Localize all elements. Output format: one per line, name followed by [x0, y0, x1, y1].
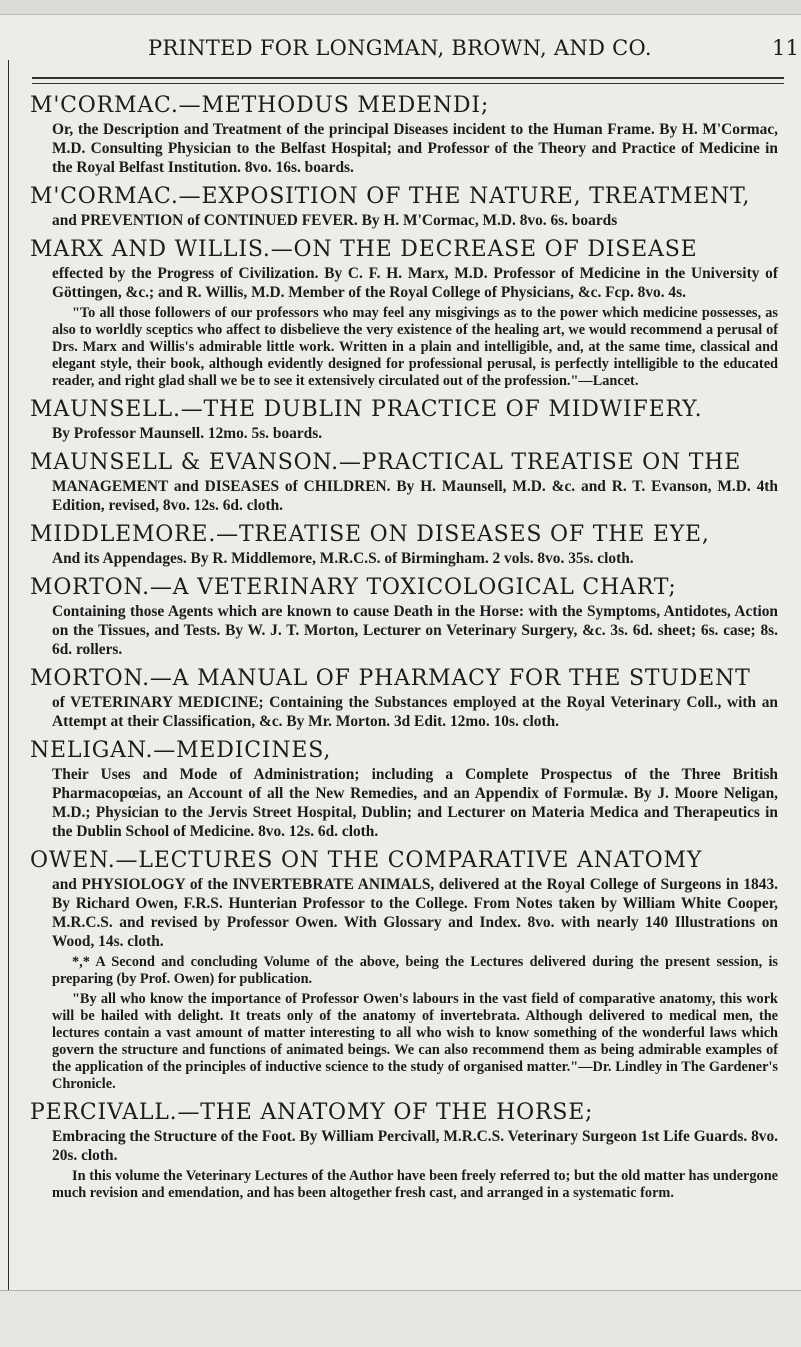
- entry-review: "To all those followers of our professors who may feel any misgivings as to the power which medicine possesses, as also to worldly sceptics who affect to disbelieve the very existence of the healing art, we would recommend a perusal of Drs. Marx and Willis's admirable little work. Written in a plain and intelligible, and, at the same time, classical and elegant style, their book, although evidently designed for professional perusal, is perfectly intelligible to the educated reader, and right glad shall we be to see it extensively circulated out of the profession."—Lancet.: [52, 305, 778, 389]
- entry-heading: OWEN.—LECTURES ON THE COMPARATIVE ANATOMY: [30, 848, 703, 873]
- entry-body: and PHYSIOLOGY of the INVERTEBRATE ANIMALS, delivered at the Royal College of Surgeons in 1843. By Richard Owen, F.R.S. Hunterian Professor to the College. From Notes taken by William White Cooper, M.R.C.S. and revised by Professor Owen. With Glossary and Index. 8vo. with nearly 140 Illustrations on Wood, 14s. cloth.: [52, 876, 778, 950]
- entry-review: "By all who know the importance of Professor Owen's labours in the vast field of comparative anatomy, this work will be hailed with delight. It treats only of the anatomy of invertebrata. Although delivered to medical men, the lectures contain a vast amount of matter interesting to all who wish to know something of the wonderful laws which govern the structure and functions of animated beings. We can also recommend them as being admirable examples of the application of the principles of inductive science to the study of organised matter."—Dr. Lindley in The Gardener's Chronicle.: [52, 991, 778, 1092]
- entry-body: And its Appendages. By R. Middlemore, M.R.C.S. of Birmingham. 2 vols. 8vo. 35s. cloth.: [52, 550, 634, 567]
- entry-maunsell-evanson: [30, 449, 778, 515]
- entry-heading: MORTON.—A VETERINARY TOXICOLOGICAL CHART;: [30, 575, 677, 600]
- entry-percivall: [30, 1099, 778, 1202]
- page-bottom-edge: [0, 1290, 801, 1347]
- entry-review: In this volume the Veterinary Lectures of the Author have been freely referred to; but the old matter has undergone much revision and emendation, and has been altogether fresh cast, and arranged in a systematic form.: [52, 1168, 778, 1201]
- entry-heading: MAUNSELL.—THE DUBLIN PRACTICE OF MIDWIFERY.: [30, 397, 703, 422]
- entry-body: Containing those Agents which are known to cause Death in the Horse: with the Symptoms, Antidotes, Action on the Tissues, and Tests. By W. J. T. Morton, Lecturer on Veterinary Surgery, &c. 3s. 6d. sheet; 6s. case; 8s. 6d. rollers.: [52, 603, 778, 658]
- entry-body: effected by the Progress of Civilization. By C. F. H. Marx, M.D. Professor of Medicine in the University of Göttingen, &c.; and R. Willis, M.D. Member of the Royal College of Physicians, &c. Fcp. 8vo. 4s.: [52, 265, 778, 301]
- entry-body: MANAGEMENT and DISEASES of CHILDREN. By H. Maunsell, M.D. &c. and R. T. Evanson, M.D. 4th Edition, revised, 8vo. 12s. 6d. cloth.: [52, 478, 778, 514]
- entry-heading: M'CORMAC.—EXPOSITION OF THE NATURE, TREATMENT,: [30, 184, 751, 209]
- catalogue-entries: [30, 92, 778, 1208]
- entry-maunsell-midwifery: [30, 396, 778, 443]
- entry-heading: PERCIVALL.—THE ANATOMY OF THE HORSE;: [30, 1100, 594, 1125]
- left-margin-line: [8, 60, 9, 1290]
- running-header: [148, 36, 800, 60]
- entry-heading: M'CORMAC.—METHODUS MEDENDI;: [30, 93, 490, 118]
- entry-body: Or, the Description and Treatment of the principal Diseases incident to the Human Frame. By H. M'Cormac, M.D. Consulting Physician to the Belfast Hospital; and Professor of the Theory and Practice of Medicine in the Royal Belfast Institution. 8vo. 16s. boards.: [52, 121, 778, 176]
- entry-morton-chart: [30, 574, 778, 659]
- entry-mccormac-methodus: [30, 92, 778, 177]
- entry-heading: MARX AND WILLIS.—ON THE DECREASE OF DISEASE: [30, 237, 698, 262]
- entry-morton-manual: [30, 665, 778, 731]
- entry-note: *,* A Second and concluding Volume of the above, being the Lectures delivered during the present session, is preparing (by Prof. Owen) for publication.: [52, 954, 778, 987]
- entry-heading: MORTON.—A MANUAL OF PHARMACY FOR THE STUDENT: [30, 666, 751, 691]
- entry-neligan: [30, 737, 778, 841]
- entry-heading: MIDDLEMORE.—TREATISE ON DISEASES OF THE EYE,: [30, 522, 710, 547]
- entry-heading: MAUNSELL & EVANSON.—PRACTICAL TREATISE ON THE: [30, 450, 742, 475]
- entry-owen: [30, 847, 778, 1093]
- entry-marx-willis: [30, 236, 778, 390]
- entry-body: Their Uses and Mode of Administration; including a Complete Prospectus of the Three British Pharmacopœias, an Account of all the New Remedies, and an Appendix of Formulæ. By J. Moore Neligan, M.D.; Physician to the Jervis Street Hospital, Dublin; and Lecturer on Materia Medica and Therapeutics in the Dublin School of Medicine. 8vo. 12s. 6d. cloth.: [52, 766, 778, 840]
- entry-middlemore: [30, 521, 778, 568]
- header-rule: [32, 77, 784, 84]
- header-title: PRINTED FOR LONGMAN, BROWN, AND CO.: [148, 36, 652, 60]
- entry-body: By Professor Maunsell. 12mo. 5s. boards.: [52, 425, 323, 442]
- entry-heading: NELIGAN.—MEDICINES,: [30, 738, 332, 763]
- entry-body: Embracing the Structure of the Foot. By William Percivall, M.R.C.S. Veterinary Surgeon 1st Life Guards. 8vo. 20s. cloth.: [52, 1128, 778, 1164]
- entry-body: and PREVENTION of CONTINUED FEVER. By H. M'Cormac, M.D. 8vo. 6s. boards: [52, 212, 618, 229]
- page-number: 11: [772, 36, 800, 60]
- entry-body: of VETERINARY MEDICINE; Containing the Substances employed at the Royal Veterinary Coll., with an Attempt at their Classification, &c. By Mr. Morton. 3d Edit. 12mo. 10s. cloth.: [52, 694, 778, 730]
- entry-mccormac-exposition: [30, 183, 778, 230]
- page-top-edge: [0, 0, 801, 15]
